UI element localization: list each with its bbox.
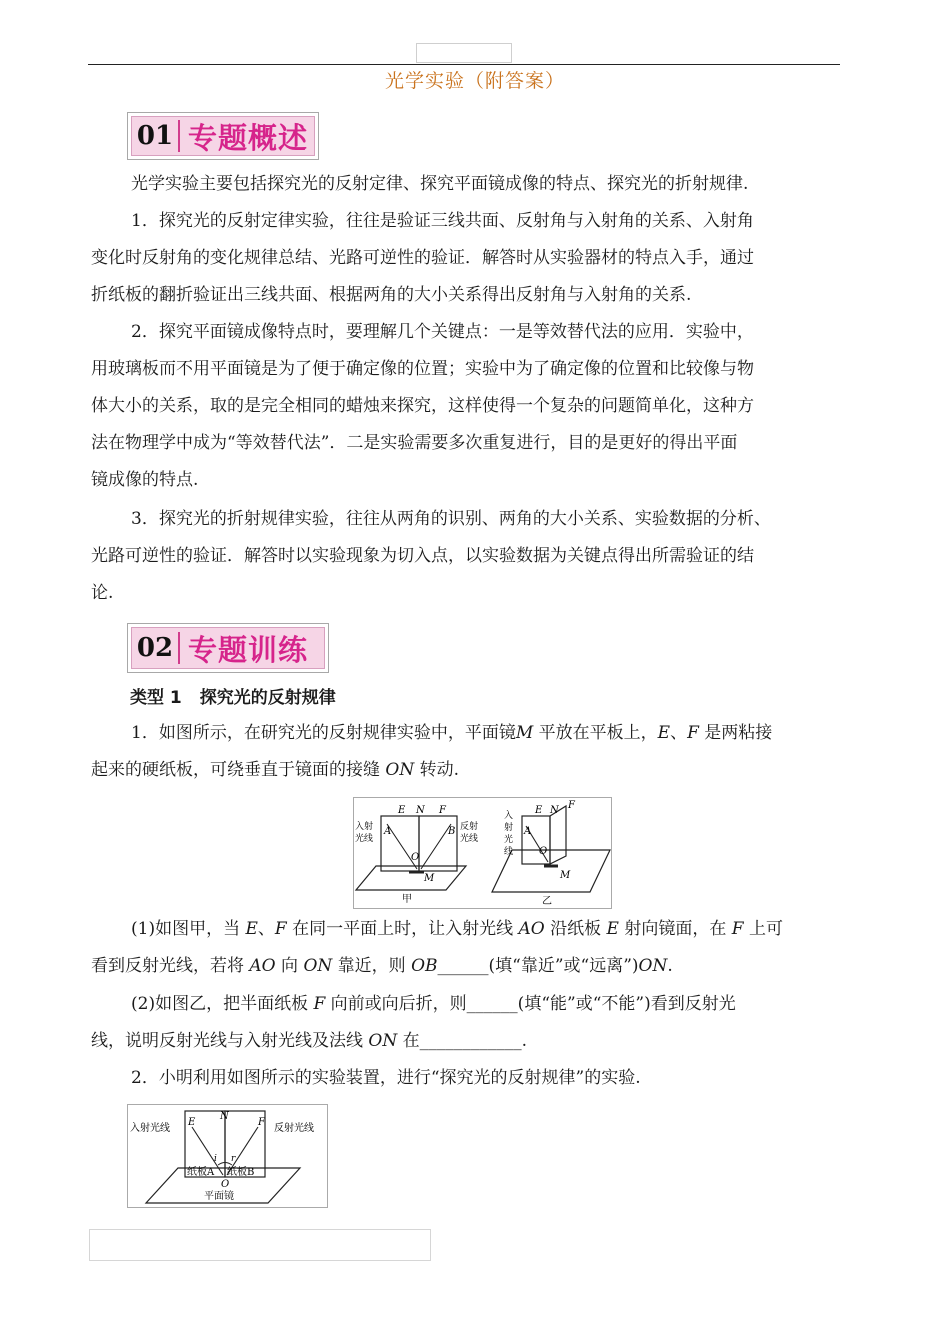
svg-text:E: E [535,805,543,816]
svg-text:E: E [188,1117,196,1128]
text-line: (2)如图乙，把半面纸板 F 向前或向后折，则______(填“能”或“不能”)看到反射光 [131,994,736,1014]
question-1 [91,715,839,789]
section-banner-training [127,623,329,673]
overview-intro [91,166,839,203]
svg-text:N: N [220,1111,229,1122]
text-line: 体大小的关系，取的是完全相同的蜡烛来探究，这样使得一个复杂的问题简单化，这种方 [91,396,754,416]
svg-text:A: A [384,826,392,837]
svg-text:平面镜: 平面镜 [204,1191,234,1202]
svg-text:F: F [439,805,446,816]
svg-text:反射: 反射 [460,822,479,832]
svg-text:N: N [550,805,559,816]
section-title: 专题概述 [188,120,309,155]
svg-text:线: 线 [504,847,514,857]
svg-text:O: O [221,1179,230,1190]
text-line: 折纸板的翻折验证出三线共面、根据两角的大小关系得出反射角与入射角的关系. [91,285,692,305]
svg-text:r: r [231,1154,236,1164]
svg-text:纸板B: 纸板B [227,1167,255,1178]
svg-text:光: 光 [504,835,514,845]
svg-text:乙: 乙 [542,896,552,907]
svg-text:B: B [448,826,456,837]
section-title: 专题训练 [188,632,309,667]
text-line: 用玻璃板而不用平面镜是为了便于确定像的位置；实验中为了确定像的位置和比较像与物 [91,359,754,379]
svg-text:光线: 光线 [355,834,374,844]
svg-text:M: M [424,873,435,884]
svg-text:射: 射 [504,823,514,833]
question-1-part-2 [91,986,839,1060]
svg-text:反射光线: 反射光线 [274,1123,314,1134]
svg-text:M: M [560,870,571,881]
type-heading [130,683,336,708]
section-divider [178,632,180,664]
overview-point-3 [91,501,839,612]
text-line: 1．如图所示，在研究光的反射规律实验中，平面镜M 平放在平板上，E、F 是两粘接 [131,723,773,743]
figure-reflection-apparatus [353,797,612,909]
svg-text:E: E [398,805,406,816]
type-label: 类型 1 [130,688,182,708]
svg-text:光线: 光线 [460,834,479,844]
svg-text:甲: 甲 [402,894,412,905]
overview-point-1 [91,203,839,314]
section-banner-overview [127,112,319,160]
svg-text:N: N [416,805,425,816]
svg-text:i: i [214,1154,217,1164]
text-line: 光路可逆性的验证．解答时以实验现象为切入点，以实验数据为关键点得出所需验证的结 [91,546,754,566]
svg-text:入射光线: 入射光线 [130,1123,170,1134]
text-line: 1．探究光的反射定律实验，往往是验证三线共面、反射角与入射角的关系、入射角 [131,211,754,231]
text-line: 线，说明反射光线与入射光线及法线 ON 在____________. [91,1031,528,1051]
text-line: 镜成像的特点. [91,470,199,490]
svg-text:O: O [411,852,420,863]
question-1-part-1 [91,911,839,985]
base-plate-left [356,866,466,890]
text-line: 3．探究光的折射规律实验，往往从两角的识别、两角的大小关系、实验数据的分析、 [131,509,771,529]
text-line: 2．探究平面镜成像特点时，要理解几个关键点：一是等效替代法的应用．实验中， [131,322,754,342]
svg-text:O: O [539,846,548,857]
overview-point-2 [91,314,839,499]
svg-text:F: F [258,1117,265,1128]
svg-text:入射: 入射 [355,822,374,832]
text-line: (1)如图甲，当 E、F 在同一平面上时，让入射光线 AO 沿纸板 E 射向镜面，在 F 上可 [131,919,783,939]
svg-text:入: 入 [504,811,514,821]
section-number: 02 [136,633,174,663]
svg-text:A: A [524,826,532,837]
text-line: 论. [91,583,114,603]
figure-reflection-setup [127,1104,328,1208]
text-line: 变化时反射角的变化规律总结、光路可逆性的验证．解答时从实验器材的特点入手，通过 [91,248,754,268]
section-number: 01 [136,121,174,151]
header-rule [88,64,840,65]
svg-text:纸板A: 纸板A [187,1167,215,1178]
text-line: 看到反射光线，若将 AO 向 ON 靠近，则 OB______(填“靠近”或“远离”)ON. [91,956,673,976]
text-line: 2．小明利用如图所示的实验装置，进行“探究光的反射规律”的实验. [131,1068,641,1088]
text-line: 法在物理学中成为“等效替代法”．二是实验需要多次重复进行，目的是更好的得出平面 [91,433,738,453]
text-line: 起来的硬纸板，可绕垂直于镜面的接缝 ON 转动. [91,760,460,780]
section-divider [178,120,180,152]
type-title: 探究光的反射规律 [199,688,336,708]
header-box [416,43,512,63]
svg-text:F: F [568,800,575,811]
question-2 [91,1060,839,1097]
footer-box [89,1229,431,1261]
text-line: 光学实验主要包括探究光的反射定律、探究平面镜成像的特点、探究光的折射规律. [131,174,749,194]
reflected-ray-left [421,824,451,869]
document-title: 光学实验（附答案） [384,70,565,92]
